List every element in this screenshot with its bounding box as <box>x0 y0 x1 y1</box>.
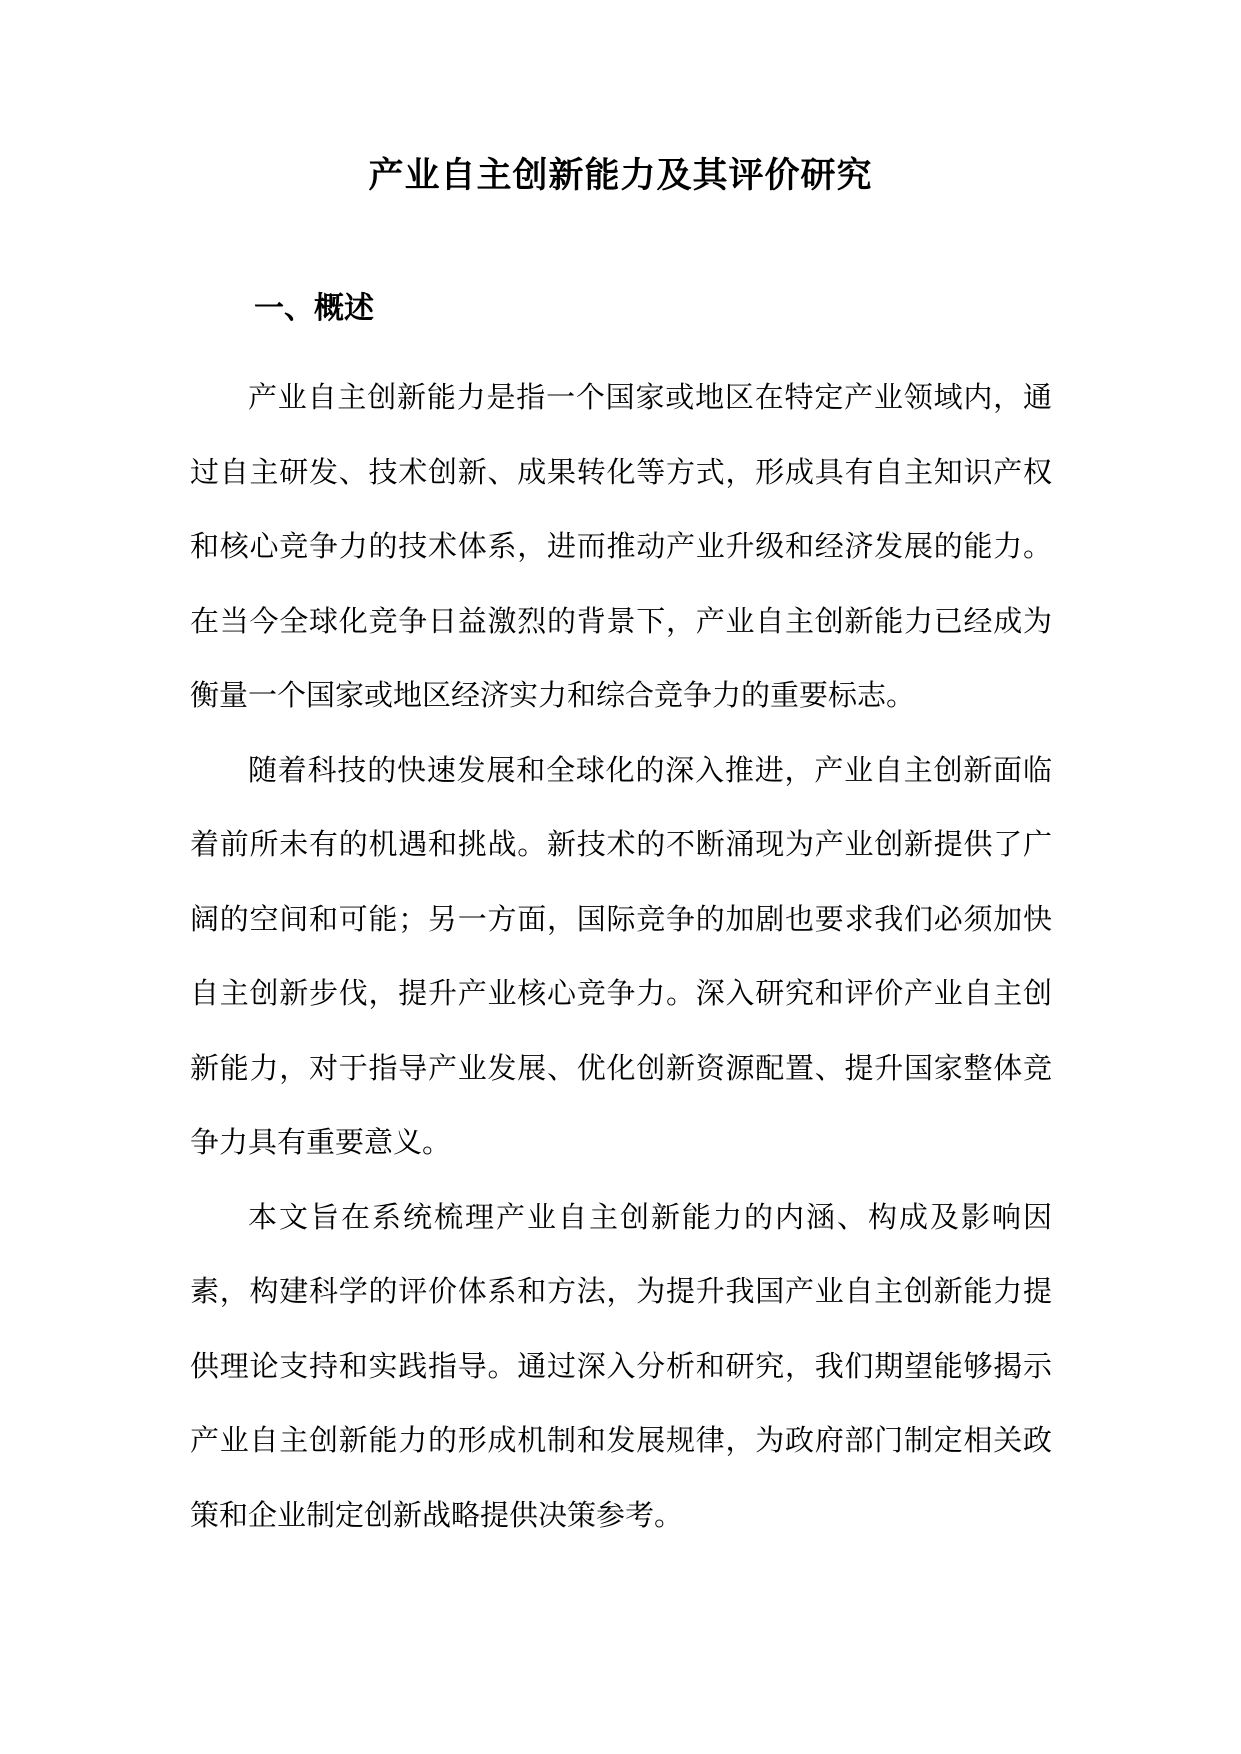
paragraph: 本文旨在系统梳理产业自主创新能力的内涵、构成及影响因素，构建科学的评价体系和方法，为提升我国产业自主创新能力提供理论支持和实践指导。通过深入分析和研究，我们期望能够揭示产业自主创新能力的形成机制和发展规律，为政府部门制定相关政策和企业制定创新战略提供决策参考。 <box>190 1199 1052 1532</box>
body-text <box>190 360 1052 1552</box>
paragraph: 产业自主创新能力是指一个国家或地区在特定产业领域内，通过自主研发、技术创新、成果转化等方式，形成具有自主知识产权和核心竞争力的技术体系，进而推动产业升级和经济发展的能力。在当今全球化竞争日益激烈的背景下，产业自主创新能力已经成为衡量一个国家或地区经济实力和综合竞争力的重要标志。 <box>190 380 1052 712</box>
section-heading: 一、概述 <box>254 291 374 326</box>
paragraph: 随着科技的快速发展和全球化的深入推进，产业自主创新面临着前所未有的机遇和挑战。新技术的不断涌现为产业创新提供了广阔的空间和可能；另一方面，国际竞争的加剧也要求我们必须加快自主创新步伐，提升产业核心竞争力。深入研究和评价产业自主创新能力，对于指导产业发展、优化创新资源配置、提升国家整体竞争力具有重要意义。 <box>190 752 1052 1159</box>
document-title: 产业自主创新能力及其评价研究 <box>368 155 873 196</box>
